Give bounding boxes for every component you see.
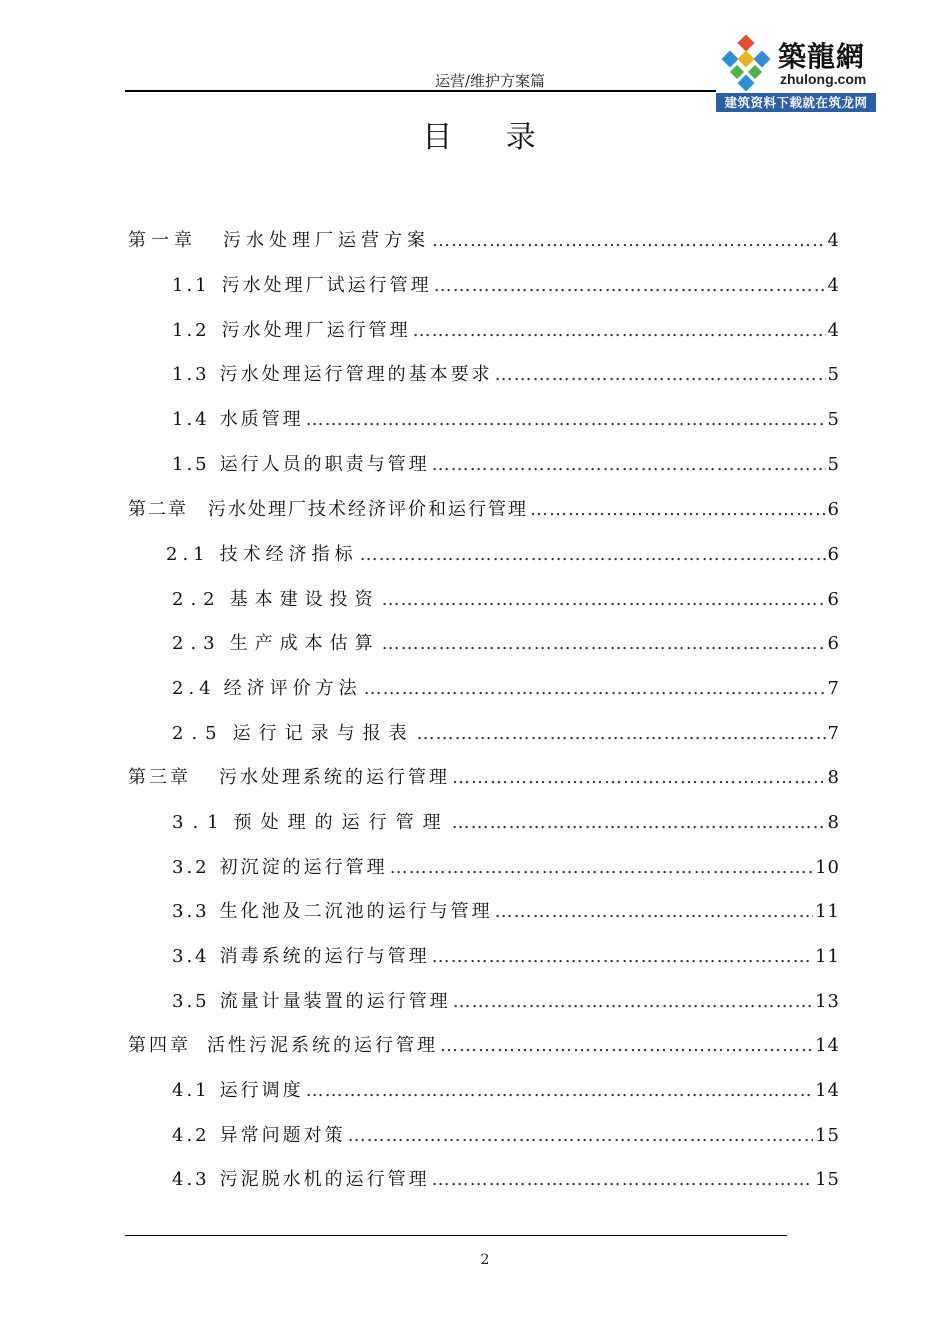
toc-entry-title: 污水处理厂技术经济评价和运行管理 xyxy=(208,499,528,520)
toc-leader-dots xyxy=(413,320,826,341)
toc-leader-dots xyxy=(348,1125,813,1146)
toc-entry-page: 7 xyxy=(827,678,840,699)
toc-entry[interactable] xyxy=(172,853,840,877)
toc-entry-number: 1.5 xyxy=(172,454,210,475)
toc-entry-page: 5 xyxy=(827,454,840,475)
toc-entry-page: 14 xyxy=(815,1035,840,1056)
toc-entry-number: 3.1 xyxy=(172,812,228,833)
toc-entry-title: 污水处理厂运行管理 xyxy=(221,320,411,341)
toc-entry-title: 技术经济指标 xyxy=(219,544,358,565)
toc-entry-title: 异常问题对策 xyxy=(219,1125,346,1146)
toc-entry-page: 4 xyxy=(827,230,840,251)
toc-entry-number: 4.3 xyxy=(172,1169,210,1190)
toc-entry-page: 5 xyxy=(827,364,840,385)
toc-entry-title: 污水处理厂试运行管理 xyxy=(221,275,432,296)
toc-leader-dots xyxy=(495,901,813,922)
toc-entry[interactable] xyxy=(172,629,840,653)
toc-entry-title: 活性污泥系统的运行管理 xyxy=(207,1035,438,1056)
toc-entry-title: 污水处理厂运营方案 xyxy=(223,230,430,251)
toc-entry-title: 污泥脱水机的运行管理 xyxy=(219,1169,430,1190)
toc-leader-dots xyxy=(452,812,826,833)
toc-entry-page: 7 xyxy=(827,723,840,744)
toc-leader-dots xyxy=(452,767,826,788)
toc-entry-number: 第二章 xyxy=(128,499,188,520)
logo-name: 築龍網 xyxy=(778,40,866,73)
toc-entry-page: 4 xyxy=(827,275,840,296)
toc-entry-number: 2.5 xyxy=(172,723,225,744)
toc-entry[interactable] xyxy=(128,495,840,519)
toc-entry-number: 1.2 xyxy=(172,320,210,341)
toc-entry-page: 8 xyxy=(827,812,840,833)
toc-entry-page: 11 xyxy=(815,901,840,922)
toc-entry-number: 4.2 xyxy=(172,1125,210,1146)
logo-domain: zhulong.com xyxy=(780,71,867,87)
toc-entry-number: 1.4 xyxy=(172,409,210,430)
toc-entry-title: 运行记录与报表 xyxy=(232,723,415,744)
toc-leader-dots xyxy=(390,857,813,878)
toc-entry[interactable] xyxy=(128,763,840,787)
toc-entry-title: 运行人员的职责与管理 xyxy=(219,454,430,475)
logo-slogan: 建筑资料下载就在筑龙网 xyxy=(716,93,876,112)
toc-entry[interactable] xyxy=(172,316,840,340)
toc-entry-number: 2.4 xyxy=(172,678,216,699)
toc-entry-title: 水质管理 xyxy=(219,409,304,430)
toc-entry-page: 5 xyxy=(827,409,840,430)
toc-entry-number: 1.1 xyxy=(172,275,210,296)
toc-entry-number: 1.3 xyxy=(172,364,210,385)
toc-entry[interactable] xyxy=(172,897,840,921)
toc-entry[interactable] xyxy=(172,808,840,832)
page-number: 2 xyxy=(480,1252,490,1268)
toc-entry[interactable] xyxy=(172,1165,840,1189)
toc-leader-dots xyxy=(382,633,826,654)
toc-entry[interactable] xyxy=(172,271,840,295)
toc-entry[interactable] xyxy=(172,942,840,966)
toc-leader-dots xyxy=(382,589,826,610)
toc-entry[interactable] xyxy=(172,719,840,743)
toc-entry-number: 3.5 xyxy=(172,991,210,1012)
toc-leader-dots xyxy=(495,364,826,385)
toc-entry[interactable] xyxy=(172,1076,840,1100)
document-title: 目 录 xyxy=(422,120,558,155)
toc-entry-number: 4.1 xyxy=(172,1080,210,1101)
toc-entry-page: 6 xyxy=(827,633,840,654)
toc-entry-title: 生产成本估算 xyxy=(229,633,380,654)
toc-leader-dots xyxy=(306,409,826,430)
toc-entry-title: 污水处理运行管理的基本要求 xyxy=(219,364,493,385)
toc-entry-page: 11 xyxy=(815,946,840,967)
toc-entry-page: 4 xyxy=(827,320,840,341)
toc-entry-title: 经济评价方法 xyxy=(223,678,362,699)
toc-entry[interactable] xyxy=(128,226,840,250)
toc-leader-dots xyxy=(440,1035,813,1056)
toc-leader-dots xyxy=(530,499,826,520)
toc-entry-page: 14 xyxy=(815,1080,840,1101)
toc-entry[interactable] xyxy=(172,987,840,1011)
toc-leader-dots xyxy=(453,991,813,1012)
toc-entry-page: 13 xyxy=(815,991,840,1012)
toc-entry-title: 污水处理系统的运行管理 xyxy=(219,767,450,788)
toc-leader-dots xyxy=(417,723,826,744)
toc-entry-number: 2.1 xyxy=(166,544,210,565)
toc-entry[interactable] xyxy=(128,1031,840,1055)
footer-rule xyxy=(125,1235,787,1236)
toc-entry-title: 流量计量装置的运行管理 xyxy=(219,991,451,1012)
toc-entry[interactable] xyxy=(172,1121,840,1145)
toc-entry[interactable] xyxy=(172,450,840,474)
toc-entry[interactable] xyxy=(172,360,840,384)
toc-entry-page: 6 xyxy=(827,499,840,520)
toc-entry-title: 预处理的运行管理 xyxy=(233,812,450,833)
toc-entry[interactable] xyxy=(172,405,840,429)
toc-entry-page: 6 xyxy=(827,589,840,610)
toc-leader-dots xyxy=(432,946,813,967)
toc-entry-page: 10 xyxy=(815,857,840,878)
toc-entry-number: 3.2 xyxy=(172,857,210,878)
toc-entry-title: 生化池及二沉池的运行与管理 xyxy=(219,901,493,922)
toc-entry-number: 2.3 xyxy=(172,633,222,654)
toc-entry-page: 15 xyxy=(815,1169,840,1190)
toc-entry-title: 初沉淀的运行管理 xyxy=(219,857,388,878)
toc-leader-dots xyxy=(360,544,826,565)
toc-entry-number: 第三章 xyxy=(128,767,191,788)
toc-entry-number: 3.3 xyxy=(172,901,210,922)
toc-entry[interactable] xyxy=(172,674,840,698)
toc-leader-dots xyxy=(306,1080,813,1101)
toc-entry-page: 8 xyxy=(827,767,840,788)
toc-entry-number: 第一章 xyxy=(128,230,197,251)
toc-entry-page: 6 xyxy=(827,544,840,565)
toc-entry[interactable] xyxy=(172,585,840,609)
toc-leader-dots xyxy=(434,275,826,296)
toc-entry-page: 15 xyxy=(815,1125,840,1146)
toc-entry-number: 2.2 xyxy=(172,589,222,610)
toc-leader-dots xyxy=(432,454,826,475)
toc-leader-dots xyxy=(432,230,826,251)
toc-entry-number: 3.4 xyxy=(172,946,210,967)
toc-entry[interactable] xyxy=(166,540,840,564)
toc-leader-dots xyxy=(364,678,826,699)
running-header: 运营/维护方案篇 xyxy=(434,72,546,90)
toc-entry-title: 基本建设投资 xyxy=(229,589,380,610)
toc-leader-dots xyxy=(432,1169,813,1190)
toc-entry-number: 第四章 xyxy=(128,1035,191,1056)
toc-entry-title: 消毒系统的运行与管理 xyxy=(219,946,430,967)
toc-entry-title: 运行调度 xyxy=(219,1080,304,1101)
